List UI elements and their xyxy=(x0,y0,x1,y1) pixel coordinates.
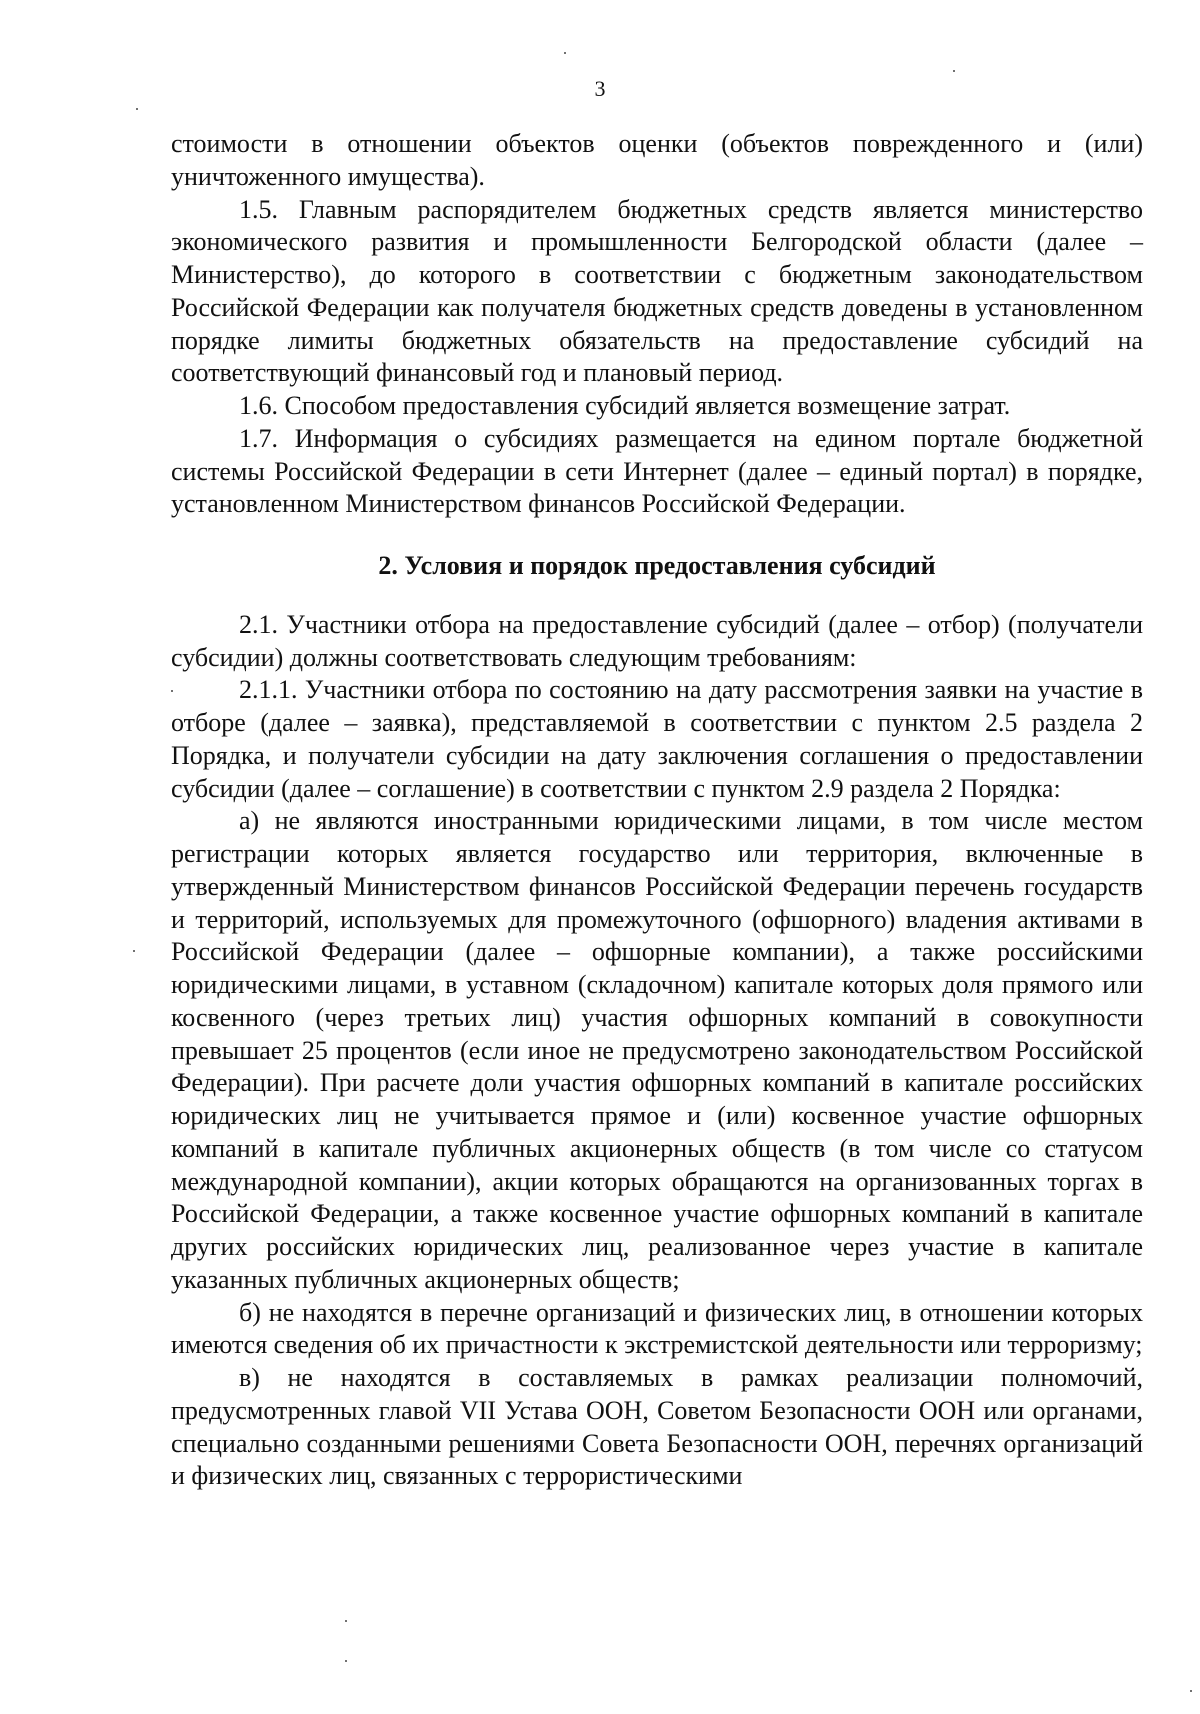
scan-speck xyxy=(953,70,955,72)
scan-speck xyxy=(133,950,135,952)
page-number: 3 xyxy=(594,76,606,101)
paragraph-item-b: б) не находятся в перечне организаций и физических лиц, в отношении которых имеются сведения об их причастности к экстремистской деятельности или терроризму; xyxy=(171,1297,1143,1360)
paragraph-1-6: 1.6. Способом предоставления субсидий является возмещение затрат. xyxy=(239,391,1011,420)
paragraph-continuation: стоимости в отношении объектов оценки (объектов поврежденного и (или) уничтоженного имущества). xyxy=(171,129,1143,191)
spacer xyxy=(171,521,1143,550)
scan-speck xyxy=(564,52,566,54)
scan-speck xyxy=(136,108,138,110)
document-body xyxy=(171,128,1143,1493)
scan-speck xyxy=(171,690,173,692)
scan-speck xyxy=(345,1620,347,1622)
spacer xyxy=(171,583,1143,609)
paragraph-item-v: в) не находятся в составляемых в рамках реализации полномочий, предусмотренных главой VII Устава ООН, Советом Безопасности ООН или органами, специально созданными решениями Совета Безопасности ООН, перечнях организаций и физических лиц, связанных с террористическими xyxy=(171,1363,1143,1491)
section-heading: 2. Условия и порядок предоставления субсидий xyxy=(378,551,936,580)
scan-speck xyxy=(345,1660,347,1662)
paragraph-2-1: 2.1. Участники отбора на предоставление субсидий (далее – отбор) (получатели субсидии) должны соответствовать следующим требованиям: xyxy=(171,609,1143,672)
paragraph-item-a: а) не являются иностранными юридическими лицами, в том числе местом регистрации которых является государство или территория, включенные в утвержденный Министерством финансов Российской Федерации перечень государств и территорий, используемых для промежуточного (офшорного) владения активами в Российской Федерации (далее – офшорные компании), а также российскими юридическими лицами, в уставном (складочном) капитале которых доля прямого или косвенного (через третьих лиц) участия офшорных компаний в совокупности превышает 25 процентов (если иное не предусмотрено законодательством Российской Федерации). При расчете доли участия офшорных компаний в капитале российских юридических лиц не учитывается прямое и (или) косвенное участие офшорных компаний в капитале публичных акционерных обществ (в том числе со статусом международной компании), акции которых обращаются на организованных торгах в Российской Федерации, а также косвенное участие офшорных компаний в капитале других российских юридических лиц, реализованное через участие в капитале указанных публичных акционерных обществ; xyxy=(171,806,1143,1294)
paragraph-1-5: 1.5. Главным распорядителем бюджетных средств является министерство экономического развития и промышленности Белгородской области (далее – Министерство), до которого в соответствии с бюджетным законодательством Российской Федерации как получателя бюджетных средств доведены в установленном порядке лимиты бюджетных обязательств на предоставление субсидий на соответствующий финансовый год и плановый период. xyxy=(171,194,1143,388)
scan-speck xyxy=(1190,1690,1192,1692)
paragraph-2-1-1: 2.1.1. Участники отбора по состоянию на дату рассмотрения заявки на участие в отборе (далее – заявка), представляемой в соответствии с пунктом 2.5 раздела 2 Порядка, и получатели субсидии на дату заключения соглашения о предоставлении субсидии (далее – соглашение) в соответствии с пунктом 2.9 раздела 2 Порядка: xyxy=(171,675,1143,803)
paragraph-1-7: 1.7. Информация о субсидиях размещается на едином портале бюджетной системы Российской Федерации в сети Интернет (далее – единый портал) в порядке, установленном Министерством финансов Российской Федерации. xyxy=(171,423,1143,519)
